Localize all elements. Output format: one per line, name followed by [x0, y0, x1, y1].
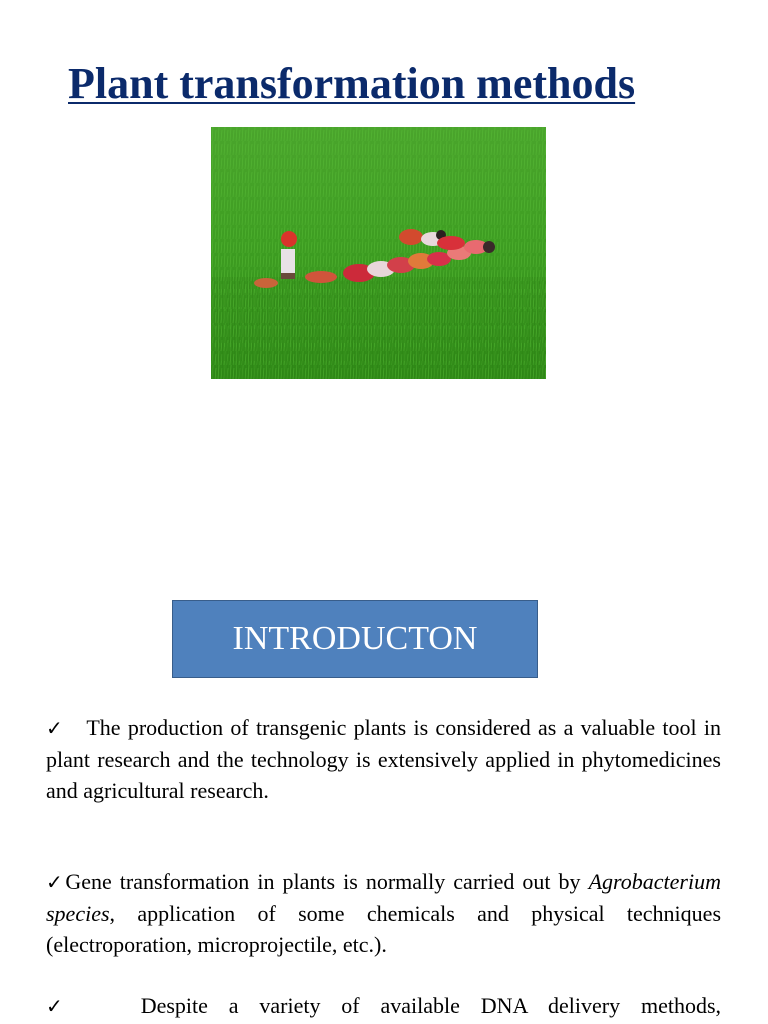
checkmark-icon: ✓	[46, 870, 66, 894]
checkmark-icon: ✓	[46, 994, 79, 1018]
checkmark-icon: ✓	[46, 716, 65, 740]
paragraph-2-italic: Agrobacterium species	[46, 869, 721, 926]
page-title: Plant transformation methods	[68, 59, 636, 108]
paragraph-2	[46, 866, 721, 960]
paragraph-2-text-before: Gene transformation in plants is normally carried out by	[65, 869, 589, 894]
introduction-heading: INTRODUCTON	[232, 620, 478, 657]
introduction-heading-box	[172, 600, 538, 678]
paragraph-3-text: Despite a variety of available DNA delivery methods,	[140, 993, 722, 1018]
paragraph-1-text: The production of transgenic plants is considered as a valuable tool in plant research and the technology is extensively applied in phytomedicines and agricultural research.	[46, 715, 722, 803]
paragraph-3	[46, 990, 721, 1022]
paragraph-1	[46, 712, 721, 806]
rice-field-photo	[211, 127, 546, 379]
paragraph-2-text-after: , application of some chemicals and physical techniques (electroporation, microprojectile, etc.).	[46, 901, 721, 957]
